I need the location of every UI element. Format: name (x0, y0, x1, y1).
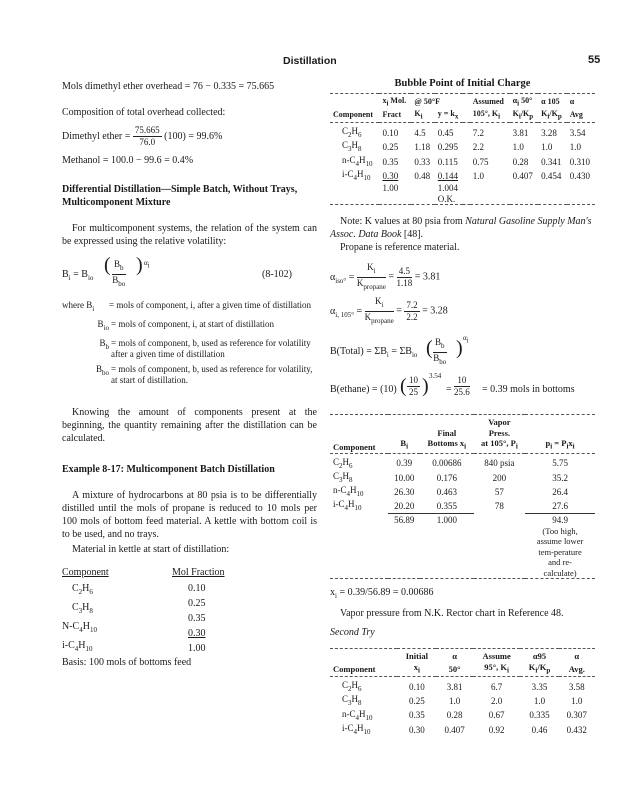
left-column (62, 80, 317, 669)
bethane-equation: B(ethane) = (10) ( $\frac{10}{25}$ ) 3.54 = $\frac{10}{25.6}$ = 0.39 mols in bottoms (330, 372, 575, 398)
note-k-values: Note: K values at 80 psia from Natural Gasoline Supply Man's Assoc. Data Book [48]. (330, 216, 592, 241)
example-heading: Example 8-17: Multicomponent Batch Distillation (62, 463, 275, 475)
section-heading: Differential Distillation—Simple Batch, Without Trays, Multicomponent Mixture (62, 184, 298, 208)
second-try-table: Initial α Assume α95 α Component $x_i$ 50° 95°, $K_i$ $K_i/K_p$ Avg. $C_2H_6$ 0.10 3.81 6.7 3.35 3.58 $C_3H_8$ 0.25 1.0 2.0 1.0 1.0 $n-C_4H_{10}$ 0.35 0.28 0.67 0.335 0.307 $i-C_4H_{10}$ 0.30 0.407 0.92 0.46 0.432 (330, 648, 595, 737)
paragraph-mixture: A mixture of hydrocarbons at 80 psia is to be differentially distilled until the mols of propane is reduced to 10 mols per 100 mols of bottom feed material. A kettle with bottom coil is to be used, and no trays. (62, 489, 317, 540)
bubble-title: Bubble Point of Initial Charge (394, 78, 531, 89)
alpha-iso-equation: $\alpha_{iso^\circ}$ = $\frac{K_i}{K_{propane}}$ = $\frac{4.5}{1.18}$ = 3.81 (330, 262, 441, 291)
methanol-line: Methanol = 100.0 − 99.6 = 0.4% (62, 155, 194, 166)
ether-fraction: $\frac{75.665}{76.0}$ (134, 125, 160, 147)
paragraph-material: Material in kettle at start of distillation: (72, 543, 230, 555)
equation-8-102: $B_i = B_{io}$ ( $B_b$ $B_{bo}$ ) $\alpha_i$ (8-102) (62, 254, 292, 288)
btotal-equation: B(Total) = $\Sigma B_i = \Sigma B_{io}$ ( $B_b$ $B_{bo}$ ) $\alpha_i$ (330, 334, 469, 366)
composition-label: Composition of total overhead collected: (62, 107, 226, 118)
basis-line: Basis: 100 mols of bottoms feed (62, 656, 192, 668)
bottoms-table: Component $B_i$ Final Bottoms $x_i$ Vapor Press. at 105°, $P_i$ $p_i = P_ix_i$ $C_2H_6$ 0.39 0.00686 840 psia 5.75 $C_3H_8$ 10.00 0.176 200 35.2 $n-C_4H_{10}$ 26.30 0.463 57 26.4 $i-C_4H_{10}$ 20.20 0.355 78 27.6 56.89 1.000 94.9 (Too high, assume lower tem-perature and re-calculate) (330, 414, 595, 581)
page-number: 55 (588, 54, 601, 66)
alpha-105-equation: $\alpha_{i, 105^\circ}$ = $\frac{K_i}{K_{propane}}$ = $\frac{7.2}{2.2}$ = 3.28 (330, 296, 448, 325)
mols-ether-line: Mols dimethyl ether overhead = 76 − 0.335 = 75.665 (62, 81, 275, 92)
note-propane: Propane is reference material. (340, 242, 460, 254)
kettle-table: Component Mol Fraction $C_2H_6$ $C_3H_8$ $N-C_4H_{10}$ $i-C_4H_{10}$ 0.10 0.25 0.35 0.30 1.00 (62, 566, 225, 654)
running-head: Distillation (283, 55, 337, 67)
where-list: where $B_i$ = mols of component, i, after a given time of distillation $B_{io}$ = mols of component, i, at start of distillation $B_b$ = mols of component, b, used as reference for volatility after a given time of distillation $B_{bo}$ = mols of component, b, used as reference for volatility, at start of distillation. (62, 300, 313, 385)
paragraph-knowing: Knowing the amount of components present at the beginning, the quantity remaining after the distillation can be calculated. (62, 406, 317, 444)
ether-equation: Dimethyl ether = $\frac{75.665}{76.0}$ (100) = 99.6% (62, 125, 223, 147)
right-column (330, 78, 595, 737)
vapor-pressure-note: Vapor pressure from N.K. Rector chart in Reference 48. (340, 608, 564, 620)
xi-line: $x_i = 0.39/56.89 = 0.00686$ (330, 587, 434, 601)
recalc-note: (Too high, assume lower tem-perature and re-calculate) (536, 525, 584, 578)
bubble-table: $x_i$ Mol. @ 50°F Assumed $\alpha_i$ 50° α 105 α Component Fract $K_i$ $y = k_x$ 105°, $K_i$ $K_i/K_p$ $K_i/K_p$ Avg $C_2H_6$ 0.10 4.5 0.45 7.2 3.81 3.28 3.54 $C_3H_8$ 0.25 1.18 0.295 2.2 1.0 1.0 1.0 $n-C_4H_{10}$ 0.35 0.33 0.115 0.75 0.28 0.341 0.310 $i-C_4H_{10}$ 0.30 0.48 0.144 1.0 0.407 0.454 0.430 1.00 1.004 O.K. (330, 93, 595, 207)
second-try-label: Second Try (330, 627, 375, 639)
paragraph-volatility: For multicomponent systems, the relation of the system can be expressed using the relative volatility: (62, 223, 317, 247)
